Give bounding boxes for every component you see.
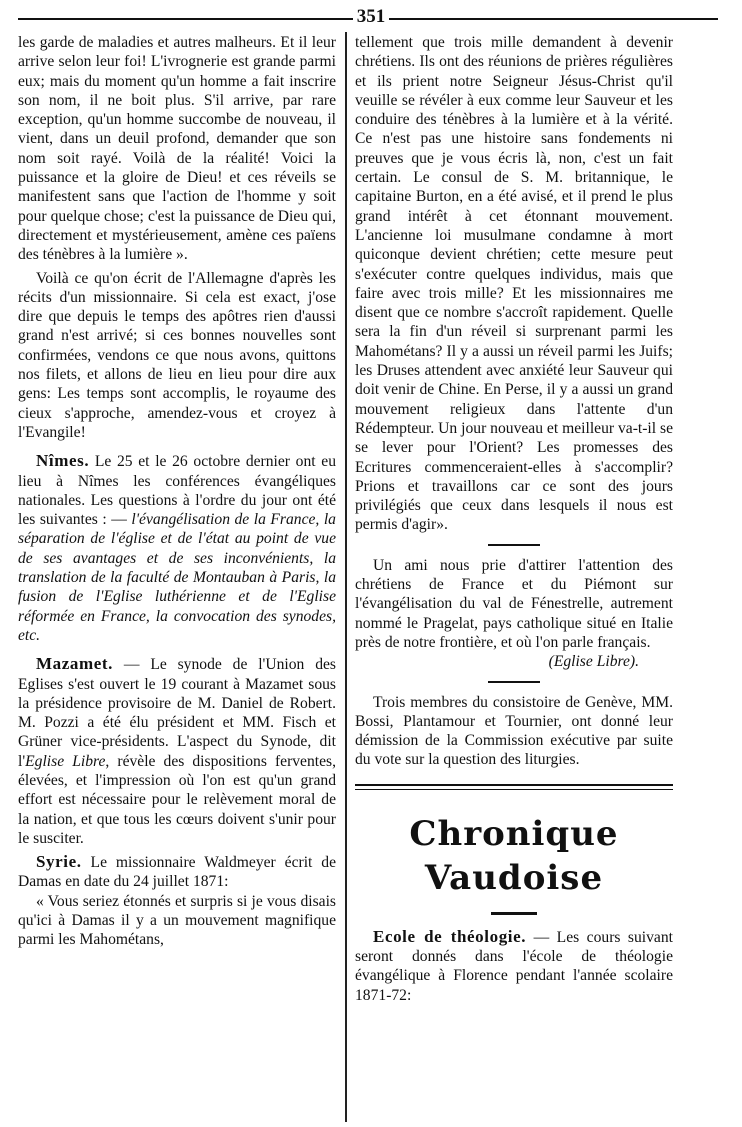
- column-divider: [345, 32, 347, 1122]
- right-column: [355, 33, 673, 1005]
- section-title: Chronique Vaudoise: [409, 813, 619, 898]
- mazamet-heading: Mazamet.: [36, 654, 114, 674]
- syrie-paragraph: [18, 852, 336, 892]
- right-paragraph-1: tellement que trois mille demandent à devenir chrétiens. Ils ont des réunions de prières régulières et ils prient notre Seigneur Jésus-Christ qu'il veuille se révéler à eux comme leur Sauveur et les conduire des ténèbres à la lumière et à la vérité. Ce n'est pas une histoire sans fondements ni preuves que je vous écris là, non, c'est un fait certain. Le consul de S. M. britannique, le capitaine Burton, en a été avisé, et il prend le plus grand intérêt à cet étonnant mouvement. L'ancienne loi musulmane condamne à mort quiconque devient chrétien; cette mesure peut s'exécuter contre quelques individus, mais que faire avec trois mille? Et les missionnaires me disent que ce nombre s'accroît rapidement. Quelle sera la fin d'un réveil si surprenant parmi les Mahométans? Il y a aussi un réveil parmi les Juifs; les Druses attendent avec anxiété leur Sauveur qui doit venir de Chine. En Perse, il y a aussi un grand mouvement religieux dans l'attente d'un Rédempteur. Un jour nouveau et meilleur va-t-il se se lever pour l'Orient? Les promesses des Ecritures commenceraient-elles à s'accomplir? Prions et travaillons car ce sont des jours privilégiés que ceux dans lesquels il nous est permis d'agir».: [355, 34, 673, 534]
- syrie-text: Le missionnaire Waldmeyer écrit de Damas en date du 24 juillet 1871:: [18, 854, 336, 891]
- mazamet-text-1: — Le synode de l'Union des Eglises s'est ouvert le 19 courant à Mazamet sous la présidence provisoire de M. Daniel de Robert. M. Pozzi a été élu président et MM. Fisch et Grüner vice-présidents. L'aspect du Synode, dit l': [18, 656, 336, 770]
- nimes-heading: Nîmes.: [36, 451, 90, 471]
- syrie-quote: « Vous seriez étonnés et surpris si je vous disais qu'ici à Damas il y a un mouvement magnifique parmi les Mahométans,: [18, 892, 336, 949]
- section-title-rule: [491, 912, 537, 915]
- nimes-text: Le 25 et le 26 octobre dernier ont eu lieu à Nîmes les conférences évangéliques nationales. Les questions à l'ordre du jour ont été les suivantes : —: [18, 453, 336, 529]
- separator-rule-2: [488, 681, 540, 683]
- ecole-heading: Ecole de théologie.: [373, 926, 527, 946]
- separator-rule-1: [488, 544, 540, 546]
- ecole-paragraph: [355, 927, 673, 1005]
- mazamet-paragraph: [18, 654, 336, 848]
- right-paragraph-3: Trois membres du consistoire de Genève, MM. Bossi, Plantamour et Tournier, ont donné leur démission de la Commission exécutive par suite du vote sur la question des liturgies.: [355, 693, 673, 769]
- nimes-italic-text: l'évangélisation de la France, la séparation de l'église et de l'état au point de vue de ses avantages et de ses inconvénients, la translation de la faculté de Montauban à Paris, la fusion de l'Eglise luthérienne et de l'Eglise réformée en France, la convocation des synodes, etc.: [18, 511, 336, 644]
- ecole-text: — Les cours suivant seront donnés dans l'école de théologie évangélique à Florence pendant l'année scolaire 1871-72:: [355, 928, 673, 1004]
- mazamet-italic: Eglise Libre: [25, 752, 106, 770]
- left-paragraph-2: Voilà ce qu'on écrit de l'Allemagne d'après les récits d'un missionnaire. Si cela est exact, j'ose dire que depuis le temps des apôtres rien d'aussi grand n'est arrivé; si ces bonnes nouvelles sont confirmées, vendons ce que nous avons, quittons nos filets, et allons de lieu en lieu pour dire aux gens: Les temps sont accomplis, le royaume des cieux s'approche, amendez-vous et croyez à l'Evangile!: [18, 269, 336, 441]
- page-number-wrap: [0, 6, 742, 28]
- source-citation: (Eglise Libre).: [548, 653, 639, 671]
- page-number: 351: [353, 6, 390, 27]
- left-column: [18, 33, 336, 950]
- syrie-heading: Syrie.: [36, 852, 82, 872]
- left-paragraph-1: les garde de maladies et autres malheurs. Et il leur arrive selon leur foi! L'ivrognerie est grande parmi eux; mais du moment qu'un homme a fait inscrire son nom, il ne boit plus. S'il arrive, par rare exception, qu'un homme succombe de nouveau, il vient, dans un deuil profond, demander que son nom soit rayé. Voilà de la réalité! Voici la puissance et la gloire de Dieu! et ces réveils se manifestent sans que l'action de l'homme y soit pour quelque chose; c'est la puissance de Dieu qui, directement et mystérieusement, amène ces païens des ténèbres à la lumière ».: [18, 34, 336, 264]
- section-rule-thin: [355, 789, 673, 790]
- section-rule: [355, 784, 673, 786]
- right-paragraph-2: Un ami nous prie d'attirer l'attention des chrétiens de France et du Piémont sur l'évangélisation du val de Fénestrelle, autrement nommé le Pragelat, pays catholique situé en Italie près de notre frontière, et où l'on parle français.: [355, 556, 673, 651]
- mazamet-text-2: , révèle des dispositions ferventes, élevées, et l'impression où l'on est qu'un grand effort est nécessaire pour le relèvement moral de la nation, et que tous les cœurs doivent s'unir pour le susciter.: [18, 752, 336, 847]
- nimes-paragraph: [18, 451, 336, 645]
